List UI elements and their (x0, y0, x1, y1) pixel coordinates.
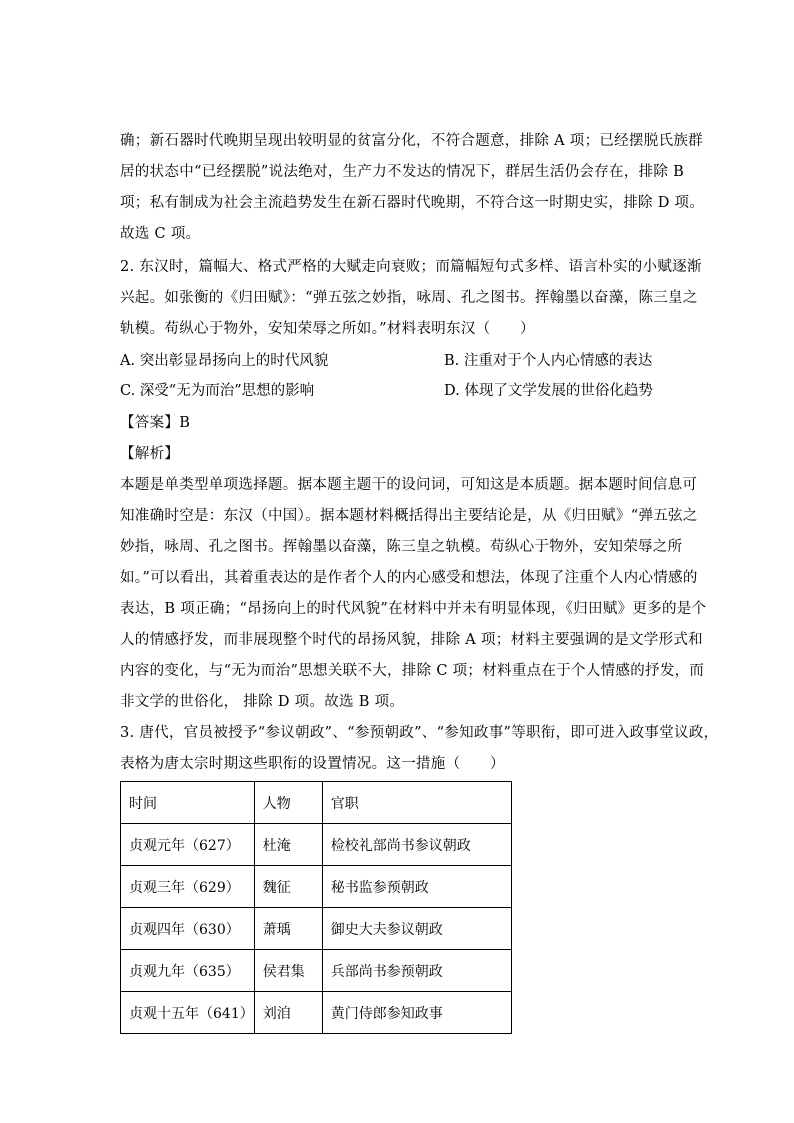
q2-analysis-heading: 【解析】 (120, 446, 180, 462)
q2-analysis-line: 知准确时空是：东汉（中国）。据本题材料概括得出主要结论是，从《归田赋》“弹五弦之 (120, 508, 698, 524)
table-cell: 贞观元年（627） (121, 824, 255, 866)
table-cell: 秘书监参预朝政 (322, 866, 511, 908)
q2-stem-line: 2. 东汉时，篇幅大、格式严格的大赋走向衰败；而篇幅短句式多样、语言朴实的小赋逐渐 (120, 259, 702, 275)
table-cell: 贞观四年（630） (121, 908, 255, 950)
table-row (121, 824, 512, 866)
table-cell: 贞观三年（629） (121, 866, 255, 908)
table-cell: 御史大夫参议朝政 (322, 908, 511, 950)
table-cell: 刘洎 (254, 992, 322, 1034)
table-header-row (121, 782, 512, 824)
q2-analysis-line: 内容的变化，与“无为而治”思想关联不大，排除 C 项；材料重点在于个人情感的抒发，而 (120, 663, 705, 679)
q1-text-line: 项；私有制成为社会主流趋势发生在新石器时代晚期，不符合这一时期史实，排除 D 项。 (120, 195, 705, 211)
q2-option-a: A. 突出彰显昂扬向上的时代风貌 (120, 353, 329, 369)
q2-option-c: C. 深受“无为而治”思想的影响 (120, 383, 315, 399)
table-header-time: 时间 (121, 782, 255, 824)
table-cell: 贞观九年（635） (121, 950, 255, 992)
table-cell: 检校礼部尚书参议朝政 (322, 824, 511, 866)
table-cell: 杜淹 (254, 824, 322, 866)
q2-stem-line: 兴起。如张衡的《归田赋》：“弹五弦之妙指，咏周、孔之图书。挥翰墨以奋藻，陈三皇之 (120, 290, 698, 306)
q3-stem-line: 3. 唐代，官员被授予“参议朝政”、“参预朝政”、“参知政事”等职衔，即可进入政事堂议政， (120, 725, 719, 741)
q2-option-b: B. 注重对于个人内心情感的表达 (444, 353, 653, 369)
q2-analysis-line: 如。”可以看出，其着重表达的是作者个人的内心感受和想法，体现了注重个人内心情感的 (120, 570, 698, 586)
q2-analysis-line: 非文学的世俗化， 排除 D 项。故选 B 项。 (120, 694, 405, 710)
q1-text-line: 居的状态中“已经摆脱”说法绝对，生产力不发达的情况下，群居生活仍会存在，排除 B (120, 164, 685, 180)
table-cell: 黄门侍郎参知政事 (322, 992, 511, 1034)
table-row (121, 866, 512, 908)
table-cell: 贞观十五年（641） (121, 992, 255, 1034)
table-cell: 兵部尚书参预朝政 (322, 950, 511, 992)
q2-option-d: D. 体现了文学发展的世俗化趋势 (444, 383, 653, 399)
table-header-person: 人物 (254, 782, 322, 824)
q3-table (120, 781, 512, 1034)
table-cell: 侯君集 (254, 950, 322, 992)
q2-analysis-line: 妙指，咏周、孔之图书。挥翰墨以奋藻，陈三皇之轨模。苟纵心于物外，安知荣辱之所 (120, 539, 683, 555)
table-row (121, 950, 512, 992)
table-row (121, 908, 512, 950)
q2-stem-line: 轨模。苟纵心于物外，安知荣辱之所如。”材料表明东汉（ ） (120, 321, 535, 337)
table-cell: 萧瑀 (254, 908, 322, 950)
q1-text-line: 故选 C 项。 (120, 226, 201, 242)
q2-analysis-line: 表达，B 项正确；“昂扬向上的时代风貌”在材料中并未有明显体现，《归田赋》更多的是个 (120, 601, 707, 617)
table-header-office: 官职 (322, 782, 511, 824)
q2-analysis-line: 人的情感抒发，而非展现整个时代的昂扬风貌，排除 A 项；材料主要强调的是文学形式和 (120, 632, 703, 648)
q2-answer: 【答案】B (120, 415, 191, 431)
table-cell: 魏征 (254, 866, 322, 908)
q3-stem-line: 表格为唐太宗时期这些职衔的设置情况。这一措施（ ） (120, 756, 505, 772)
q2-analysis-line: 本题是单类型单项选择题。据本题主题干的设问词，可知这是本质题。据本题时间信息可 (120, 477, 698, 493)
table-row (121, 992, 512, 1034)
q1-text-line: 确；新石器时代晚期呈现出较明显的贫富分化，不符合题意，排除 A 项；已经摆脱氏族群 (120, 133, 703, 149)
